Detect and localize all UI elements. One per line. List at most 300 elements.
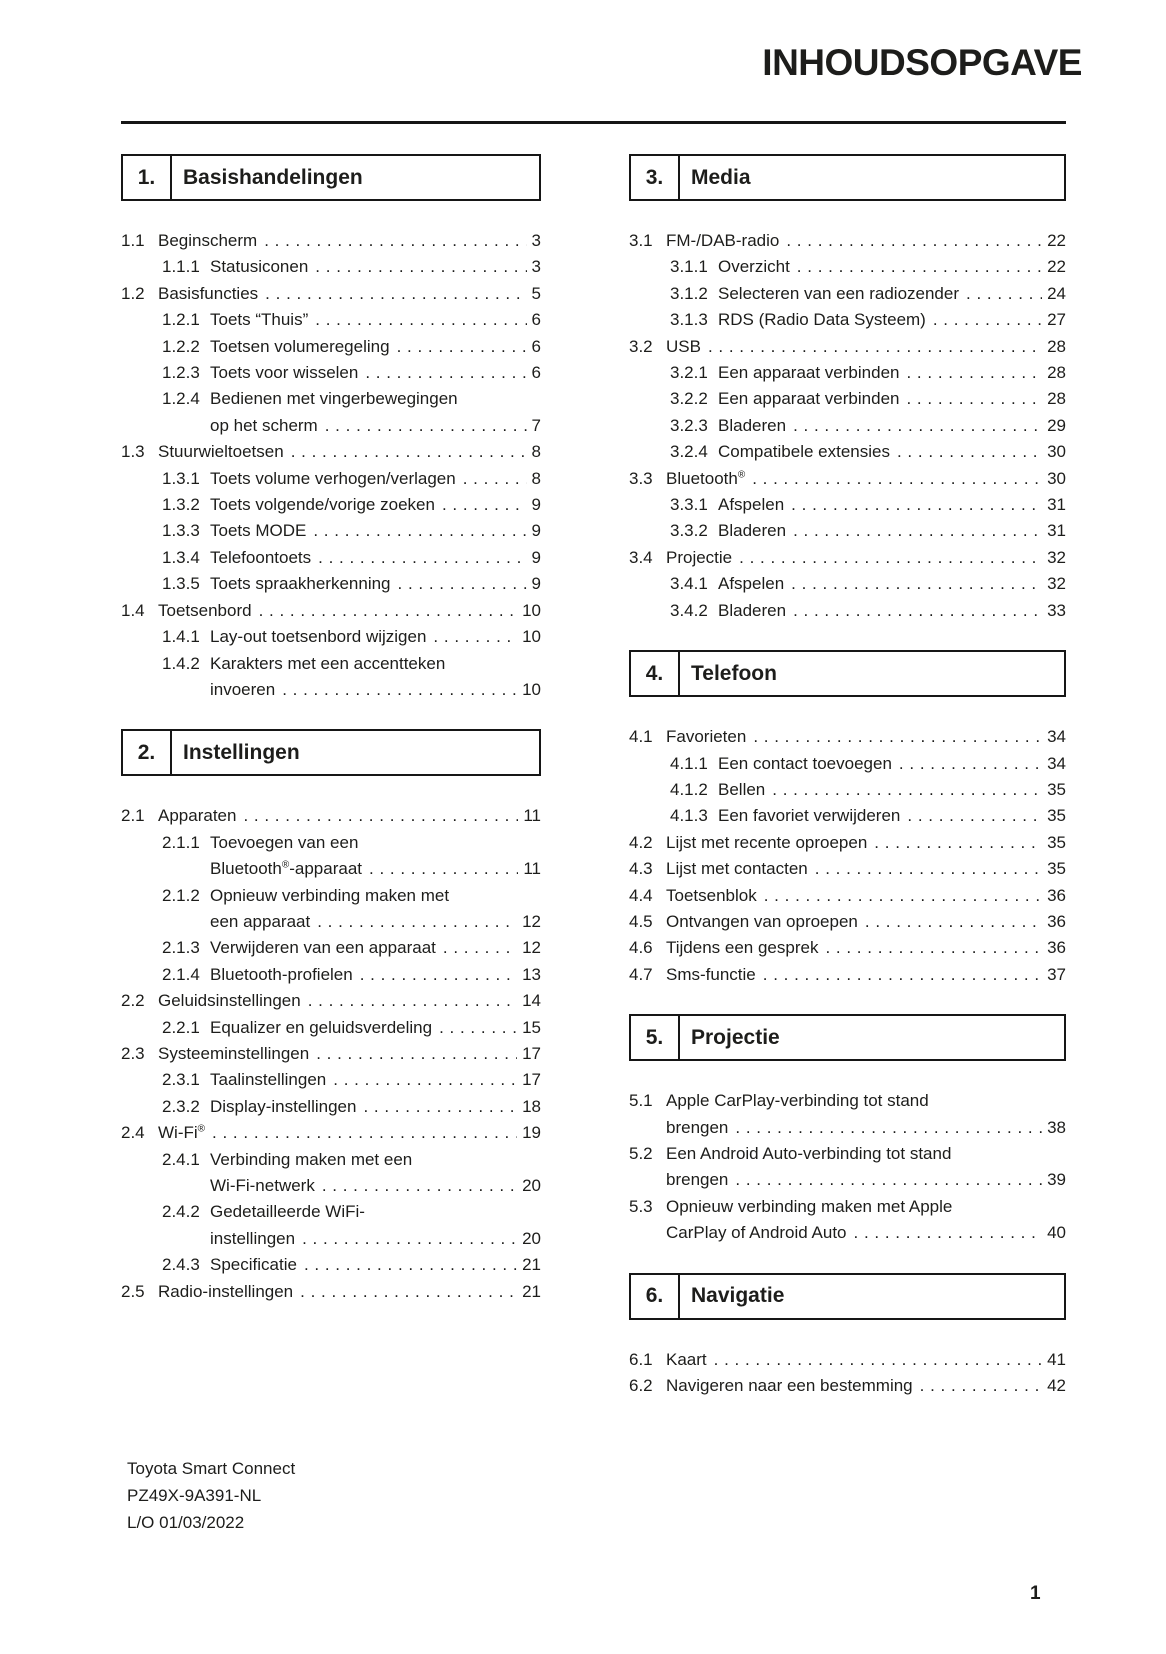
entry-title: Toets voor wisselen (210, 363, 359, 383)
entry-title: Selecteren van een radiozender (718, 283, 959, 303)
entry-page-number: 34 (1047, 727, 1066, 747)
entry-body (210, 307, 541, 333)
toc-entry-4-2 (629, 830, 1066, 856)
entry-line (718, 439, 1066, 465)
dot-leader (313, 518, 526, 544)
entry-body (718, 518, 1066, 544)
dot-leader (854, 1220, 1043, 1246)
toc-entry-1-3 (121, 439, 541, 465)
entry-page-number: 35 (1047, 859, 1066, 879)
entry-page-number: 27 (1047, 310, 1066, 330)
toc-entry-4-7 (629, 962, 1066, 988)
entry-title: Kaart (666, 1349, 707, 1369)
dot-leader (786, 228, 1042, 254)
entry-title: Een contact toevoegen (718, 753, 892, 773)
dot-leader (265, 281, 526, 307)
section-entries (629, 724, 1066, 988)
toc-entry-1-1 (121, 228, 541, 254)
section-projectie (629, 1014, 1066, 1246)
entry-body (666, 909, 1066, 935)
entry-body (666, 883, 1066, 909)
toc-entry-6-2 (629, 1373, 1066, 1399)
entry-title: Apparaten (158, 806, 237, 826)
toc-entry-3-2-4 (629, 439, 1066, 465)
toc-column-left (121, 154, 541, 1305)
section-header-navigatie (629, 1273, 1066, 1320)
entry-line (718, 281, 1066, 307)
entry-title: brengen (666, 1117, 729, 1137)
entry-title: Toetsenblok (666, 885, 757, 905)
entry-page-number: 41 (1047, 1349, 1066, 1369)
toc-entry-2-1 (121, 803, 541, 829)
entry-title: Bluetooth® (666, 468, 746, 488)
toc-entry-3-3-1 (629, 492, 1066, 518)
entry-line (210, 1226, 541, 1252)
toc-entry-1-2 (121, 281, 541, 307)
entry-title: Lijst met recente oproepen (666, 832, 868, 852)
dot-leader (291, 439, 527, 465)
entry-line (666, 1373, 1066, 1399)
entry-title: invoeren (210, 679, 276, 699)
entry-title: Een Android Auto-verbinding tot stand (666, 1143, 952, 1163)
toc-entry-1-4 (121, 598, 541, 624)
entry-body (210, 1199, 541, 1252)
entry-page-number: 12 (522, 911, 541, 931)
entry-line (158, 598, 541, 624)
entry-line (718, 571, 1066, 597)
entry-number: 3.2 (629, 336, 653, 356)
page-number: 1 (1030, 1583, 1041, 1604)
entry-line (718, 777, 1066, 803)
entry-body (718, 492, 1066, 518)
entry-number: 1.1.1 (162, 257, 200, 277)
entry-line (210, 1199, 541, 1225)
entry-body (158, 1279, 541, 1305)
entry-body (718, 598, 1066, 624)
entry-page-number: 30 (1047, 442, 1066, 462)
entry-page-number: 10 (522, 600, 541, 620)
entry-title: Bladeren (718, 521, 787, 541)
entry-page-number: 32 (1047, 574, 1066, 594)
toc-entry-4-1-1 (629, 751, 1066, 777)
entry-body (718, 360, 1066, 386)
entry-line (210, 360, 541, 386)
entry-page-number: 38 (1047, 1117, 1066, 1137)
dot-leader (369, 856, 518, 882)
entry-line (666, 1347, 1066, 1373)
toc-entry-4-4 (629, 883, 1066, 909)
entry-body (210, 830, 541, 883)
entry-line (210, 1147, 541, 1173)
dot-leader (304, 1252, 517, 1278)
section-title: Basishandelingen (183, 165, 363, 189)
entry-number: 1.2.2 (162, 336, 200, 356)
entry-body (666, 1194, 1066, 1247)
entry-body (210, 883, 541, 936)
entry-number: 1.4.2 (162, 653, 200, 673)
entry-line (210, 883, 541, 909)
entry-title: USB (666, 336, 701, 356)
section-entries (121, 228, 541, 703)
dot-leader (793, 413, 1042, 439)
section-navigatie (629, 1273, 1066, 1400)
entry-body (210, 360, 541, 386)
entry-title: Toets spraakherkenning (210, 574, 391, 594)
entry-body (718, 777, 1066, 803)
entry-page-number: 42 (1047, 1376, 1066, 1395)
entry-page-number: 10 (522, 627, 541, 647)
entry-page-number: 20 (522, 1228, 541, 1248)
dot-leader (322, 1173, 517, 1199)
entry-number: 3.1.3 (670, 310, 708, 330)
entry-line (210, 1067, 541, 1093)
entry-title: Gedetailleerde WiFi- (210, 1202, 365, 1222)
toc-entry-2-5 (121, 1279, 541, 1305)
entry-title: Navigeren naar een bestemming (666, 1376, 913, 1395)
toc-entry-3-4-2 (629, 598, 1066, 624)
section-number: 6. (631, 1275, 680, 1318)
toc-entry-2-3-1 (121, 1067, 541, 1093)
section-title: Projectie (691, 1025, 780, 1049)
entry-line (666, 883, 1066, 909)
entry-line (718, 803, 1066, 829)
entry-title: Lay-out toetsenbord wijzigen (210, 627, 427, 647)
entry-line (158, 803, 541, 829)
toc-entry-4-1 (629, 724, 1066, 750)
entry-title: Afspelen (718, 574, 785, 594)
entry-title: Basisfuncties (158, 283, 259, 303)
entry-line (158, 1120, 541, 1146)
dot-leader (397, 334, 527, 360)
entry-body (718, 386, 1066, 412)
toc-entry-4-5 (629, 909, 1066, 935)
dot-leader (791, 492, 1042, 518)
entry-body (666, 724, 1066, 750)
entry-body (718, 751, 1066, 777)
entry-line (210, 651, 541, 677)
entry-number: 1.2 (121, 283, 145, 303)
entry-line (210, 386, 541, 412)
entry-body (210, 571, 541, 597)
entry-title: instellingen (210, 1228, 296, 1248)
entry-title: Specificatie (210, 1255, 297, 1275)
section-header-basishandelingen (121, 154, 541, 201)
entry-body (210, 518, 541, 544)
registered-trademark-symbol: ® (281, 859, 290, 871)
entry-line (666, 1167, 1066, 1193)
entry-number: 5.3 (629, 1196, 653, 1216)
toc-entry-3-1 (629, 228, 1066, 254)
entry-title: brengen (666, 1170, 729, 1190)
dot-leader (317, 909, 517, 935)
entry-page-number: 15 (522, 1017, 541, 1037)
header-rule (121, 121, 1066, 124)
entry-body (158, 988, 541, 1014)
entry-line (666, 1088, 1066, 1114)
entry-body (666, 856, 1066, 882)
section-number: 2. (123, 731, 172, 774)
entry-body (210, 1067, 541, 1093)
entry-line (718, 492, 1066, 518)
entry-page-number: 36 (1047, 885, 1066, 905)
dot-leader (793, 518, 1042, 544)
entry-page-number: 30 (1047, 468, 1066, 488)
entry-body (210, 545, 541, 571)
entry-line (718, 413, 1066, 439)
entry-title: Toetsenbord (158, 600, 252, 620)
entry-body (210, 386, 541, 439)
entry-body (666, 1141, 1066, 1194)
entry-number: 3.2.1 (670, 363, 708, 383)
section-title: Instellingen (183, 740, 300, 764)
toc-entry-1-2-3 (121, 360, 541, 386)
entry-title: Verwijderen van een apparaat (210, 938, 436, 958)
dot-leader (966, 281, 1042, 307)
entry-number: 4.1 (629, 727, 653, 747)
entry-body (158, 281, 541, 307)
entry-page-number: 11 (523, 859, 541, 879)
entry-title: Een apparaat verbinden (718, 389, 900, 409)
entry-line (210, 856, 541, 882)
entry-page-number: 11 (523, 806, 541, 826)
entry-page-number: 36 (1047, 911, 1066, 931)
dot-leader (752, 466, 1042, 492)
entry-line (718, 254, 1066, 280)
entry-line (210, 254, 541, 280)
entry-line (210, 413, 541, 439)
entry-body (718, 254, 1066, 280)
entry-line (666, 856, 1066, 882)
dot-leader (714, 1347, 1042, 1373)
entry-page-number: 3 (531, 257, 541, 277)
entry-number: 1.3.1 (162, 468, 200, 488)
section-title: Navigatie (691, 1284, 785, 1308)
entry-title: Bladeren (718, 600, 787, 620)
section-header-projectie (629, 1014, 1066, 1061)
entry-number: 4.2 (629, 832, 653, 852)
toc-entry-1-4-2 (121, 651, 541, 704)
entry-line (158, 1041, 541, 1067)
dot-leader (315, 254, 526, 280)
toc-entry-3-2 (629, 334, 1066, 360)
section-instellingen (121, 729, 541, 1305)
toc-entry-1-1-1 (121, 254, 541, 280)
entry-body (666, 334, 1066, 360)
entry-number: 2.5 (121, 1281, 145, 1301)
section-number: 5. (631, 1016, 680, 1059)
entry-title: Wi-Fi® (158, 1123, 206, 1143)
entry-line (666, 1194, 1066, 1220)
entry-page-number: 21 (522, 1255, 541, 1275)
entry-body (158, 803, 541, 829)
entry-page-number: 28 (1047, 389, 1066, 409)
entry-line (210, 307, 541, 333)
toc-entry-1-2-2 (121, 334, 541, 360)
entry-number: 2.3 (121, 1043, 145, 1063)
dot-leader (907, 803, 1042, 829)
section-header-telefoon (629, 650, 1066, 697)
entry-number: 2.4.1 (162, 1149, 200, 1169)
section-number: 3. (631, 156, 680, 199)
registered-trademark-symbol: ® (197, 1123, 206, 1135)
entry-body (718, 803, 1066, 829)
section-entries (629, 1088, 1066, 1246)
entry-title: Opnieuw verbinding maken met Apple (666, 1196, 953, 1216)
dot-leader (443, 935, 517, 961)
entry-title: Equalizer en geluidsverdeling (210, 1017, 433, 1037)
entry-number: 3.4 (629, 547, 653, 567)
toc-entry-2-2-1 (121, 1015, 541, 1041)
entry-title: Systeeminstellingen (158, 1043, 310, 1063)
entry-line (718, 518, 1066, 544)
entry-page-number: 33 (1047, 600, 1066, 620)
section-entries (121, 803, 541, 1305)
entry-line (158, 988, 541, 1014)
entry-title: Statusiconen (210, 257, 309, 277)
entry-line (210, 962, 541, 988)
entry-title: Toets volume verhogen/verlagen (210, 468, 456, 488)
entry-title: Bluetooth®-apparaat (210, 859, 362, 879)
entry-page-number: 32 (1047, 547, 1066, 567)
entry-page-number: 6 (531, 336, 541, 356)
entry-line (210, 466, 541, 492)
entry-page-number: 34 (1047, 753, 1066, 773)
entry-line (158, 439, 541, 465)
toc-entry-4-6 (629, 935, 1066, 961)
entry-line (666, 1141, 1066, 1167)
toc-entry-2-3 (121, 1041, 541, 1067)
entry-title: Toetsen volumeregeling (210, 336, 390, 356)
toc-entry-3-1-1 (629, 254, 1066, 280)
section-title: Telefoon (691, 661, 777, 685)
entry-body (718, 439, 1066, 465)
entry-line (666, 466, 1066, 492)
entry-line (210, 935, 541, 961)
entry-body (158, 439, 541, 465)
entry-number: 2.4.2 (162, 1202, 200, 1222)
entry-number: 2.2.1 (162, 1017, 200, 1037)
dot-leader (906, 386, 1042, 412)
entry-body (718, 571, 1066, 597)
dot-leader (398, 571, 527, 597)
dot-leader (264, 228, 526, 254)
entry-number: 6.2 (629, 1376, 653, 1395)
entry-number: 2.1.3 (162, 938, 200, 958)
entry-number: 1.3 (121, 442, 145, 462)
entry-line (666, 228, 1066, 254)
section-media (629, 154, 1066, 624)
section-number: 1. (123, 156, 172, 199)
dot-leader (333, 1067, 517, 1093)
toc-entry-1-3-5 (121, 571, 541, 597)
entry-line (666, 724, 1066, 750)
dot-leader (897, 439, 1042, 465)
dot-leader (315, 307, 526, 333)
entry-line (718, 307, 1066, 333)
entry-page-number: 13 (522, 964, 541, 984)
entry-line (210, 1173, 541, 1199)
entry-number: 1.3.2 (162, 495, 200, 515)
entry-page-number: 19 (522, 1123, 541, 1143)
dot-leader (899, 751, 1042, 777)
entry-body (666, 466, 1066, 492)
toc-entry-1-4-1 (121, 624, 541, 650)
entry-page-number: 35 (1047, 832, 1066, 852)
footer-part-number: PZ49X-9A391-NL (127, 1486, 262, 1505)
toc-entry-2-4-2 (121, 1199, 541, 1252)
dot-leader (708, 334, 1042, 360)
toc-entry-3-1-2 (629, 281, 1066, 307)
entry-page-number: 35 (1047, 779, 1066, 799)
dot-leader (318, 545, 526, 571)
entry-number: 2.2 (121, 991, 145, 1011)
entry-body (158, 1041, 541, 1067)
entry-page-number: 8 (531, 468, 541, 488)
entry-body (666, 228, 1066, 254)
entry-number: 1.4.1 (162, 627, 200, 647)
entry-body (718, 413, 1066, 439)
entry-line (718, 598, 1066, 624)
toc-entry-3-4-1 (629, 571, 1066, 597)
entry-body (158, 1120, 541, 1146)
section-basishandelingen (121, 154, 541, 703)
entry-body (718, 307, 1066, 333)
toc-entry-4-1-2 (629, 777, 1066, 803)
entry-number: 3.2.3 (670, 415, 708, 435)
dot-leader (363, 1094, 517, 1120)
entry-number: 3.4.2 (670, 600, 708, 620)
dot-leader (212, 1120, 517, 1146)
dot-leader (764, 883, 1042, 909)
dot-leader (772, 777, 1042, 803)
entry-page-number: 7 (531, 415, 541, 435)
dot-leader (439, 1015, 517, 1041)
entry-line (158, 281, 541, 307)
section-telefoon (629, 650, 1066, 988)
entry-number: 1.2.3 (162, 363, 200, 383)
entry-number: 4.5 (629, 911, 653, 931)
entry-body (666, 1347, 1066, 1373)
toc-entry-5-2 (629, 1141, 1066, 1194)
entry-title: Telefoontoets (210, 547, 312, 567)
dot-leader (815, 856, 1042, 882)
entry-number: 4.1.2 (670, 779, 708, 799)
entry-body (210, 466, 541, 492)
entry-page-number: 18 (522, 1096, 541, 1116)
entry-number: 2.1.2 (162, 885, 200, 905)
entry-title: Display-instellingen (210, 1096, 357, 1116)
entry-body (718, 281, 1066, 307)
entry-page-number: 40 (1047, 1223, 1066, 1243)
entry-page-number: 24 (1047, 283, 1066, 303)
section-number: 4. (631, 652, 680, 695)
entry-line (718, 386, 1066, 412)
entry-page-number: 14 (522, 991, 541, 1011)
toc-entry-1-3-2 (121, 492, 541, 518)
entry-number: 2.4.3 (162, 1255, 200, 1275)
entry-body (210, 1252, 541, 1278)
dot-leader (763, 962, 1042, 988)
document-footer (127, 1455, 295, 1536)
dot-leader (791, 571, 1042, 597)
entry-title: Lijst met contacten (666, 859, 808, 879)
toc-entry-2-3-2 (121, 1094, 541, 1120)
entry-body (666, 1088, 1066, 1141)
entry-title: Taalinstellingen (210, 1070, 327, 1090)
entry-page-number: 17 (522, 1043, 541, 1063)
entry-title: Compatibele extensies (718, 442, 890, 462)
entry-line (210, 571, 541, 597)
